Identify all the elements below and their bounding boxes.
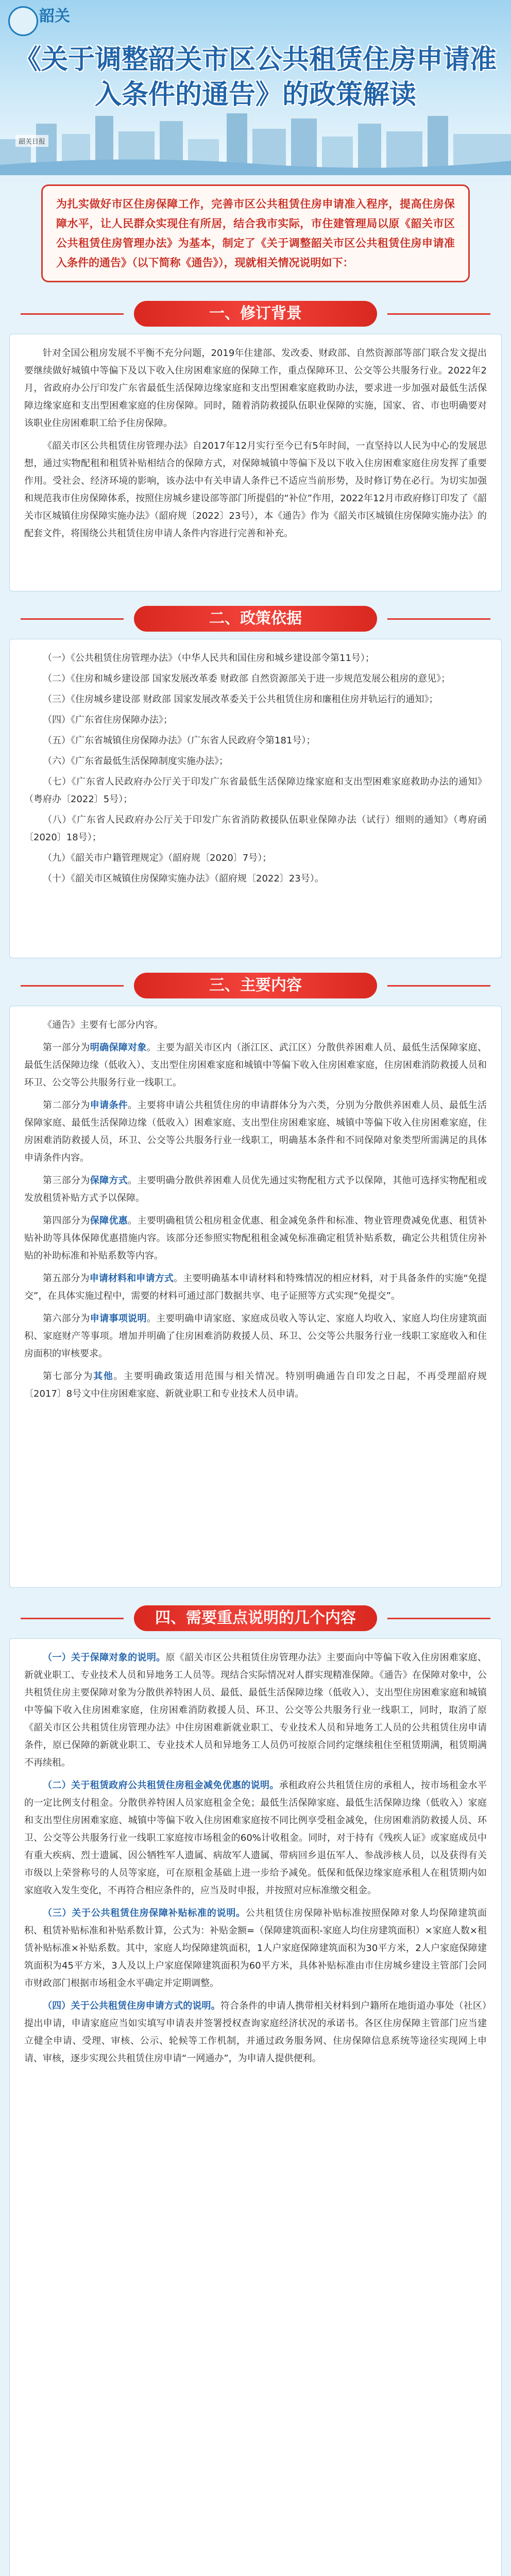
content-item: 第二部分为申请条件。主要将申请公共租赁住房的申请群体分为六类，分别为分散供养困难人员、最低生活保障家庭、最低生活保障边缘（低收入）困难家庭、支出型住房困难家庭、城镇中等偏下收入住房困难家庭，住房困难消防救援人员，环卫、公交等公共服务行业一线职工，明确基本条件和不同保障对象类型所需满足的具体申请条件内容。 xyxy=(24,1100,487,1163)
list-item: （五）《广东省城镇住房保障办法》（广东省人民政府令第181号）； xyxy=(43,735,316,746)
highlight-keyword: 其他 xyxy=(93,1371,114,1382)
content-item: 第五部分为申请材料和申请方式。主要明确基本申请材料和特殊情况的相应材料，对于具备条件的实施“免提交”，在具体实施过程中，需要的材料可通过部门数据共享、电子证照等方式实现“免提交”。 xyxy=(24,1273,487,1301)
key-point-item: （一）关于保障对象的说明。原《韶关市区公共租赁住房管理办法》主要面向中等偏下收入住房困难家庭、新就业职工、专业技术人员和异地务工人员等。现结合实际情况对人群实现精准保障。《通告》在保障对象中，公共租赁住房主要保障对象为分散供养特困人员、最低、最低生活保障边缘（低收入）、支出型住房困难家庭和城镇中等偏下收入住房困难家庭，住房困难消防救援人员、环卫、公交等公共服务行业一线职工，同时，取消了原《韶关市区公共租赁住房管理办法》中住房困难新就业职工、专业技术人员和异地务工人员的公共租赁住房申请条件，原已保障的新就业职工、专业技术人员和异地务工人员仍可按原合同约定继续租住至租赁期满，租赁期满不再续租。 xyxy=(24,1652,487,1768)
list-item: （三）《住房城乡建设部 财政部 国家发展改革委关于公共租赁住房和廉租住房并轨运行的通知》； xyxy=(43,694,438,705)
key-point-heading: （一）关于保障对象的说明。 xyxy=(43,1652,166,1663)
key-point-item: （四）关于公共租赁住房申请方式的说明。符合条件的申请人携带相关材料到户籍所在地街道办事处（社区）提出申请，申请家庭应当如实填写申请表并签署授权查询家庭经济状况的承诺书。各区住房保障主管部门应当建立健全申请、受理、审核、公示、轮候等工作机制，并通过政务服务网、住房保障信息系统等途径实现网上申请、审核，逐步实现公共租赁住房申请“一网通办”，为申请人提供便利。 xyxy=(24,2001,487,2064)
divider xyxy=(387,1618,490,1619)
highlight-keyword: 保障方式 xyxy=(90,1175,128,1186)
highlight-keyword: 申请材料和申请方式 xyxy=(89,1273,174,1284)
divider xyxy=(387,618,490,620)
source-label: 韶关日报 xyxy=(15,135,48,147)
list-item: （四）《广东省住房保障办法》； xyxy=(43,715,173,725)
section-header-content xyxy=(0,970,511,1002)
section-header-background xyxy=(0,298,511,330)
list-item: （二）《住房和城乡建设部 国家发展改革委 财政部 自然资源部关于进一步规范发展公租房的意见》； xyxy=(43,673,451,684)
key-point-heading: （四）关于公共租赁住房申请方式的说明。 xyxy=(43,2001,220,2011)
key-point-item: （二）关于租赁政府公共租赁住房租金减免优惠的说明。承租政府公共租赁住房的承租人，按市场租金水平的一定比例支付租金。分散供养特困人员家庭租金全免；最低生活保障家庭、最低生活保障边缘（低收入）家庭和支出型住房困难家庭、城镇中等偏下收入住房困难家庭按不同比例享受租金减免，住房困难消防救援人员、环卫、公交等公共服务行业一线职工家庭按市场租金的60%计收租金。同时，对于持有《残疾人证》或家庭成员中有重大疾病、烈士遗属、因公牺牲军人遗属、病故军人遗属、带病回乡退伍军人、参战涉核人员，以及获得有关市级以上荣誉称号的人员等家庭，可在原租金基础上进一步给予减免。低保和低保边缘家庭承租人在租赁期内如家庭收入发生变化，不再符合相应条件的，应当及时申报，并按照对应标准缴交租金。 xyxy=(24,1780,487,1896)
key-point-item: （三）关于公共租赁住房保障补贴标准的说明。公共租赁住房保障补贴标准按照保障对象人均保障建筑面积、租赁补贴标准和补贴系数计算，公式为：补贴金额=（保障建筑面积-家庭人均住房建筑面积）×家庭人数×租赁补贴标准×补贴系数。其中，家庭人均保障建筑面积，1人户家庭保障建筑面积为30平方米，2人户家庭保障建筑面积为45平方米，3人及以上户家庭保障建筑面积为60平方米，具体补贴标准由市住房城乡建设主管部门会同市财政部门根据市场租金水平确定并定期调整。 xyxy=(24,1908,487,1989)
logo-emblem-icon xyxy=(8,6,38,36)
list-item: （八）《广东省人民政府办公厅关于印发广东省消防救援队伍职业保障办法（试行）细则的通知》（粤府函〔2020〕18号）； xyxy=(24,815,487,843)
key-point-heading: （三）关于公共租赁住房保障补贴标准的说明。 xyxy=(43,1908,246,1919)
section-title: 四、需要重点说明的几个内容 xyxy=(155,1609,356,1627)
divider xyxy=(21,313,124,315)
divider xyxy=(387,985,490,987)
highlight-keyword: 申请条件 xyxy=(90,1100,128,1111)
divider xyxy=(21,618,124,620)
section-background-body xyxy=(9,334,502,591)
header-banner xyxy=(0,0,511,175)
section-basis-body xyxy=(9,639,502,958)
divider xyxy=(21,985,124,987)
section-title: 二、政策依据 xyxy=(209,609,302,628)
content-item: 第四部分为保障优惠。主要明确租赁公租房租金优惠、租金减免条件和标准、物业管理费减免优惠、租赁补贴补助等具体保障优惠措施内容。该部分还参照实物配租租金减免标准确定租赁补贴系数，确定公共租赁住房补贴的补助标准和补贴系数等内容。 xyxy=(24,1215,487,1261)
content-item: 第六部分为申请事项说明。主要明确申请家庭、家庭成员收入等认定、家庭人均收入、家庭人均住房建筑面积、家庭财产等事项。增加并明确了住房困难消防救援人员、环卫、公交等公共服务行业一线职工家庭收入和住房面积的审核要求。 xyxy=(24,1313,487,1359)
list-item: （一）《公共租赁住房管理办法》（中华人民共和国住房和城乡建设部令第11号）； xyxy=(43,653,374,664)
list-item: （六）《广东省最低生活保障制度实施办法》； xyxy=(43,756,228,767)
paragraph: 《韶关市区公共租赁住房管理办法》自2017年12月实行至今已有5年时间，一直坚持以人民为中心的发展思想，通过实物配租和租赁补贴相结合的保障方式，对保障城镇中等偏下及以下收入住房困难家庭住房发挥了重要作用。受社会、经济环境的影响，该办法中有关申请人条件已不适应当前形势，及时修订势在必行。为切实加强和规范我市住房保障体系，按照住房城乡建设部等部门所提倡的“补位”作用，2022年12月市政府修订印发了《韶关市区城镇住房保障实施办法》（韶府规〔2022〕23号），本《通告》作为《韶关市区城镇住房保障实施办法》的配套文件，将围绕公共租赁住房申请人条件内容进行完善和补充。 xyxy=(24,440,487,539)
section-header-basis xyxy=(0,603,511,635)
section-content-body xyxy=(9,1006,502,1588)
logo-text: 韶关 xyxy=(39,7,70,25)
intro-box: 为扎实做好市区住房保障工作，完善市区公共租赁住房申请准入程序，提高住房保障水平，让人民群众实现住有所居，结合我市实际，市住建管理局以原《韶关市区公共租赁住房管理办法》为基本，制定了《关于调整韶关市区公共租赁住房申请准入条件的通告》（以下简称《通告》），现就相关情况说明如下： xyxy=(41,184,470,282)
divider xyxy=(387,313,490,315)
content-item: 第三部分为保障方式。主要明确分散供养困难人员优先通过实物配租方式予以保障，其他可选择实物配租或发放租赁补贴方式予以保障。 xyxy=(24,1175,487,1204)
paragraph: 针对全国公租房发展不平衡不充分问题，2019年住建部、发改委、财政部、自然资源部等部门联合发文提出要继续做好城镇中等偏下及以下收入住房困难家庭的保障工作，重点保障环卫、公交等公共服务行业。2022年2月，省政府办公厅印发广东省最低生活保障边缘家庭和支出型困难家庭救助办法，要求进一步加强对最低生活保障边缘家庭和支出型困难家庭的住房保障。同时，随着消防救援队伍职业保障的实施，国家、省、市也明确要对该职业住房困难职工给予住房保障。 xyxy=(24,348,487,429)
section-title: 三、主要内容 xyxy=(209,976,302,994)
divider xyxy=(21,1618,124,1619)
list-item: （七）《广东省人民政府办公厅关于印发广东省最低生活保障边缘家庭和支出型困难家庭救助办法的通知》（粤府办〔2022〕5号）； xyxy=(24,776,487,805)
key-point-heading: （二）关于租赁政府公共租赁住房租金减免优惠的说明。 xyxy=(43,1780,279,1791)
highlight-keyword: 明确保障对象 xyxy=(90,1042,147,1053)
section-header-key-points xyxy=(0,1602,511,1634)
list-item: （九）《韶关市户籍管理规定》（韶府规〔2020〕7号）； xyxy=(43,853,272,863)
content-item: 第七部分为其他。主要明确政策适用范围与相关情况。特别明确通告自印发之日起，不再受理韶府规〔2017〕8号文中住房困难家庭、新就业职工和专业技术人员申请。 xyxy=(24,1371,487,1399)
paragraph: 《通告》主要有七部分内容。 xyxy=(43,1020,163,1030)
city-skyline-illustration xyxy=(0,103,511,175)
highlight-keyword: 保障优惠 xyxy=(90,1215,128,1226)
content-item: 第一部分为明确保障对象。主要为韶关市区内（浙江区、武江区）分散供养困难人员、最低生活保障家庭、最低生活保障边缘（低收入）、支出型住房困难家庭和城镇中等偏下收入住房困难家庭，住房困难消防救援人员和环卫、公交等公共服务行业一线职工。 xyxy=(24,1042,487,1088)
section-key-points-body xyxy=(9,1638,502,2576)
list-item: （十）《韶关市区城镇住房保障实施办法》（韶府规〔2022〕23号）。 xyxy=(43,873,324,884)
section-title: 一、修订背景 xyxy=(209,304,302,323)
highlight-keyword: 申请事项说明 xyxy=(90,1313,147,1324)
page-title: 《关于调整韶关市区公共租赁住房申请准入条件的通告》的政策解读 xyxy=(14,44,497,110)
